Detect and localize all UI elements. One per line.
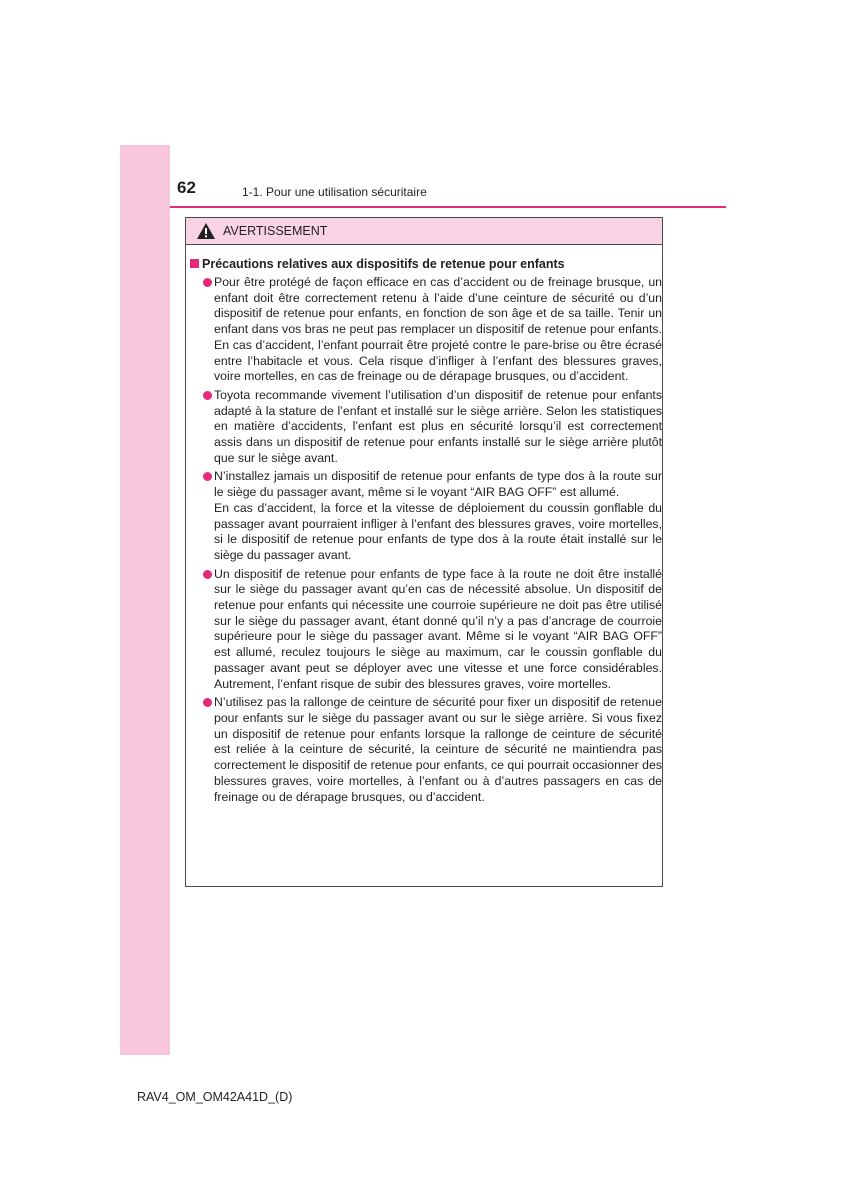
bullet-text: Pour être protégé de façon efficace en cas d’accident ou de freinage brusque, un enfant doit être correctement retenu à l’aide d’une ceinture de sécurité ou d’un dispositif de retenue pour enfants, en fonction de son âge et de sa taille. Tenir un enfant dans vos bras ne peut pas remplacer un dispositif de retenue pour enfants. En cas d’accident, l’enfant pourrait être projeté contre le pare-brise ou être écrasé entre l’habitacle et vous. Cela risque d’infliger à l’enfant des blessures graves, voire mortelles, en cas de freinage ou de dérapage brusques, ou d’accident. — [214, 275, 662, 384]
warning-content — [190, 256, 660, 805]
bullet-dot-icon — [203, 570, 212, 579]
bullet-dot-icon — [203, 278, 212, 287]
bullet-dot-icon — [203, 391, 212, 400]
warning-heading-text: Précautions relatives aux dispositifs de retenue pour enfants — [202, 257, 565, 271]
header-rule — [170, 206, 726, 208]
bullet-text: Toyota recommande vivement l’utilisation d’un dispositif de retenue pour enfants adapté à la stature de l’enfant et installé sur le siège arrière. Selon les statistiques en matière d’accidents, l’enfant est plus en sécurité lorsqu’il est correctement assis dans un dispositif de retenue pour enfants installé sur le siège arrière plutôt que sur le siège avant. — [214, 387, 662, 465]
side-color-band — [120, 145, 170, 1055]
bullet-item — [203, 469, 662, 563]
heading-square-icon — [190, 259, 199, 268]
section-title: 1-1. Pour une utilisation sécuritaire — [242, 185, 427, 199]
bullet-text: N’utilisez pas la rallonge de ceinture de sécurité pour fixer un dispositif de retenue pour enfants sur le siège du passager avant ou sur le siège arrière. Si vous fixez un dispositif de retenue pour enfants lorsque la rallonge de ceinture de sécurité est reliée à la ceinture de sécurité, la ceinture de sécurité ne maintiendra pas correctement le dispositif de retenue pour enfants, ce qui pourrait occasionner des blessures graves, voire mortelles, à l’enfant ou à d’autres passagers en cas de freinage ou de dérapage brusques, ou d’accident. — [214, 695, 662, 804]
warning-heading — [190, 256, 660, 274]
bullet-item — [203, 567, 662, 693]
bullet-dot-icon — [203, 472, 212, 481]
bullet-text: Un dispositif de retenue pour enfants de type face à la route ne doit être installé sur le siège du passager avant qu’en cas de nécessité absolue. Un dispositif de retenue pour enfants qui nécessite une courroie supérieure ne doit pas être utilisé sur le siège du passager avant, étant donné qu’il n’y a pas d’ancrage de courroie supérieure pour le siège du passager avant. Même si le voyant “AIR BAG OFF” est allumé, reculez toujours le siège au maximum, car le coussin gonflable du passager avant peut se déployer avec une vitesse et une force considérables. Autrement, l’enfant risque de subir des blessures graves, voire mortelles. — [214, 566, 662, 691]
warning-title: AVERTISSEMENT — [223, 224, 328, 238]
page-number: 62 — [177, 178, 196, 197]
warning-triangle-icon — [196, 222, 216, 240]
bullet-item — [203, 695, 662, 805]
bullet-dot-icon — [203, 698, 212, 707]
bullet-text-continued: En cas d’accident, la force et la vitesse de déploiement du coussin gonflable du passager avant pourraient infliger à l’enfant des blessures graves, voire mortelles, si le dispositif de retenue pour enfants de type dos à la route était installé sur le siège du passager avant. — [214, 500, 662, 562]
bullet-text: N’installez jamais un dispositif de retenue pour enfants de type dos à la route sur le siège du passager avant, même si le voyant “AIR BAG OFF” est allumé. — [214, 469, 662, 500]
warning-box — [185, 217, 663, 887]
bullet-item — [203, 275, 662, 385]
warning-header — [186, 218, 662, 245]
document-code: RAV4_OM_OM42A41D_(D) — [137, 1090, 293, 1104]
bullet-item — [203, 388, 662, 467]
